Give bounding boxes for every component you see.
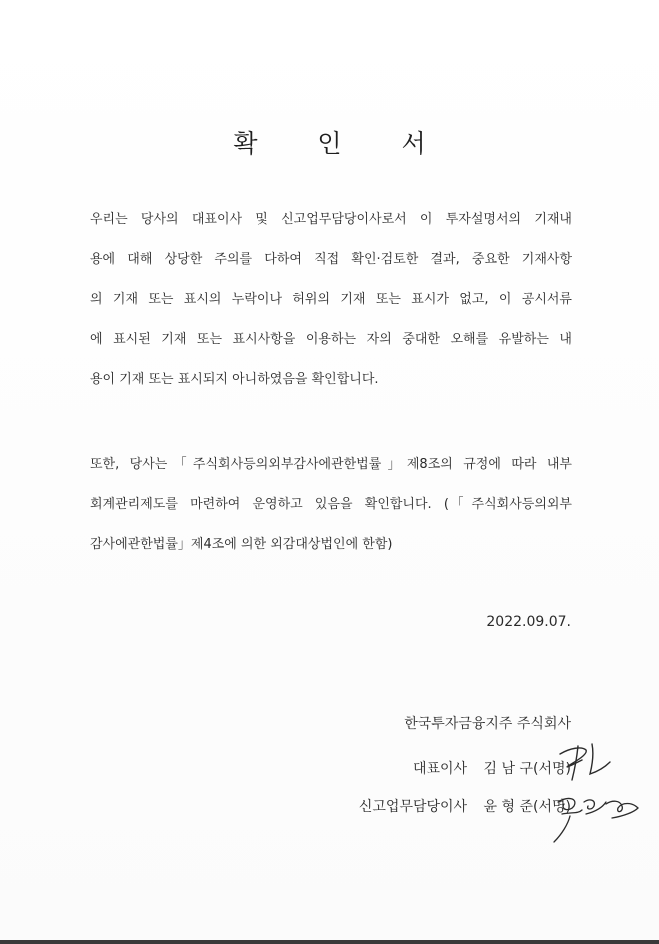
paragraph-line: 에 표시된 기재 또는 표시사항을 이용하는 자의 중대한 오해를 유발하는 내 <box>90 332 572 347</box>
page-bottom-edge <box>0 940 659 944</box>
signer-name: 김 남 구 <box>483 761 534 777</box>
signer-role: 신고업무담당이사 <box>358 799 468 815</box>
document-title: 확 인 서 <box>233 129 452 158</box>
signature-mark-label: (서명) <box>533 799 571 815</box>
signature-mark-label: (서명) <box>533 761 571 777</box>
signer-name: 윤 형 준 <box>483 799 534 815</box>
paragraph-line: 또한, 당사는「주식회사등의외부감사에관한법률」제8조의 규정에 따라 내부 <box>90 457 572 472</box>
document-date: 2022.09.07. <box>486 614 571 630</box>
paragraph-line: 용이 기재 또는 표시되지 아니하였음을 확인합니다. <box>90 372 379 387</box>
signer-role: 대표이사 <box>412 761 468 777</box>
paragraph-line: 감사에관한법률」제4조에 의한 외감대상법인에 한함) <box>90 537 393 552</box>
paragraph-line: 회계관리제도를 마련하여 운영하고 있음을 확인합니다. (「주식회사등의외부 <box>90 497 572 512</box>
director-signature-icon <box>548 788 643 846</box>
paragraph-line: 우리는 당사의 대표이사 및 신고업무담당이사로서 이 투자설명서의 기재내 <box>90 212 572 227</box>
paragraph-line: 의 기재 또는 표시의 누락이나 허위의 기재 또는 표시가 없고, 이 공시서류 <box>90 292 572 307</box>
ceo-signature-icon <box>548 736 618 786</box>
paragraph-line: 용에 대해 상당한 주의를 다하여 직접 확인·검토한 결과, 중요한 기재사항 <box>90 252 572 267</box>
company-name: 한국투자금융지주 주식회사 <box>404 716 571 732</box>
signer-reporting-director <box>359 796 571 816</box>
